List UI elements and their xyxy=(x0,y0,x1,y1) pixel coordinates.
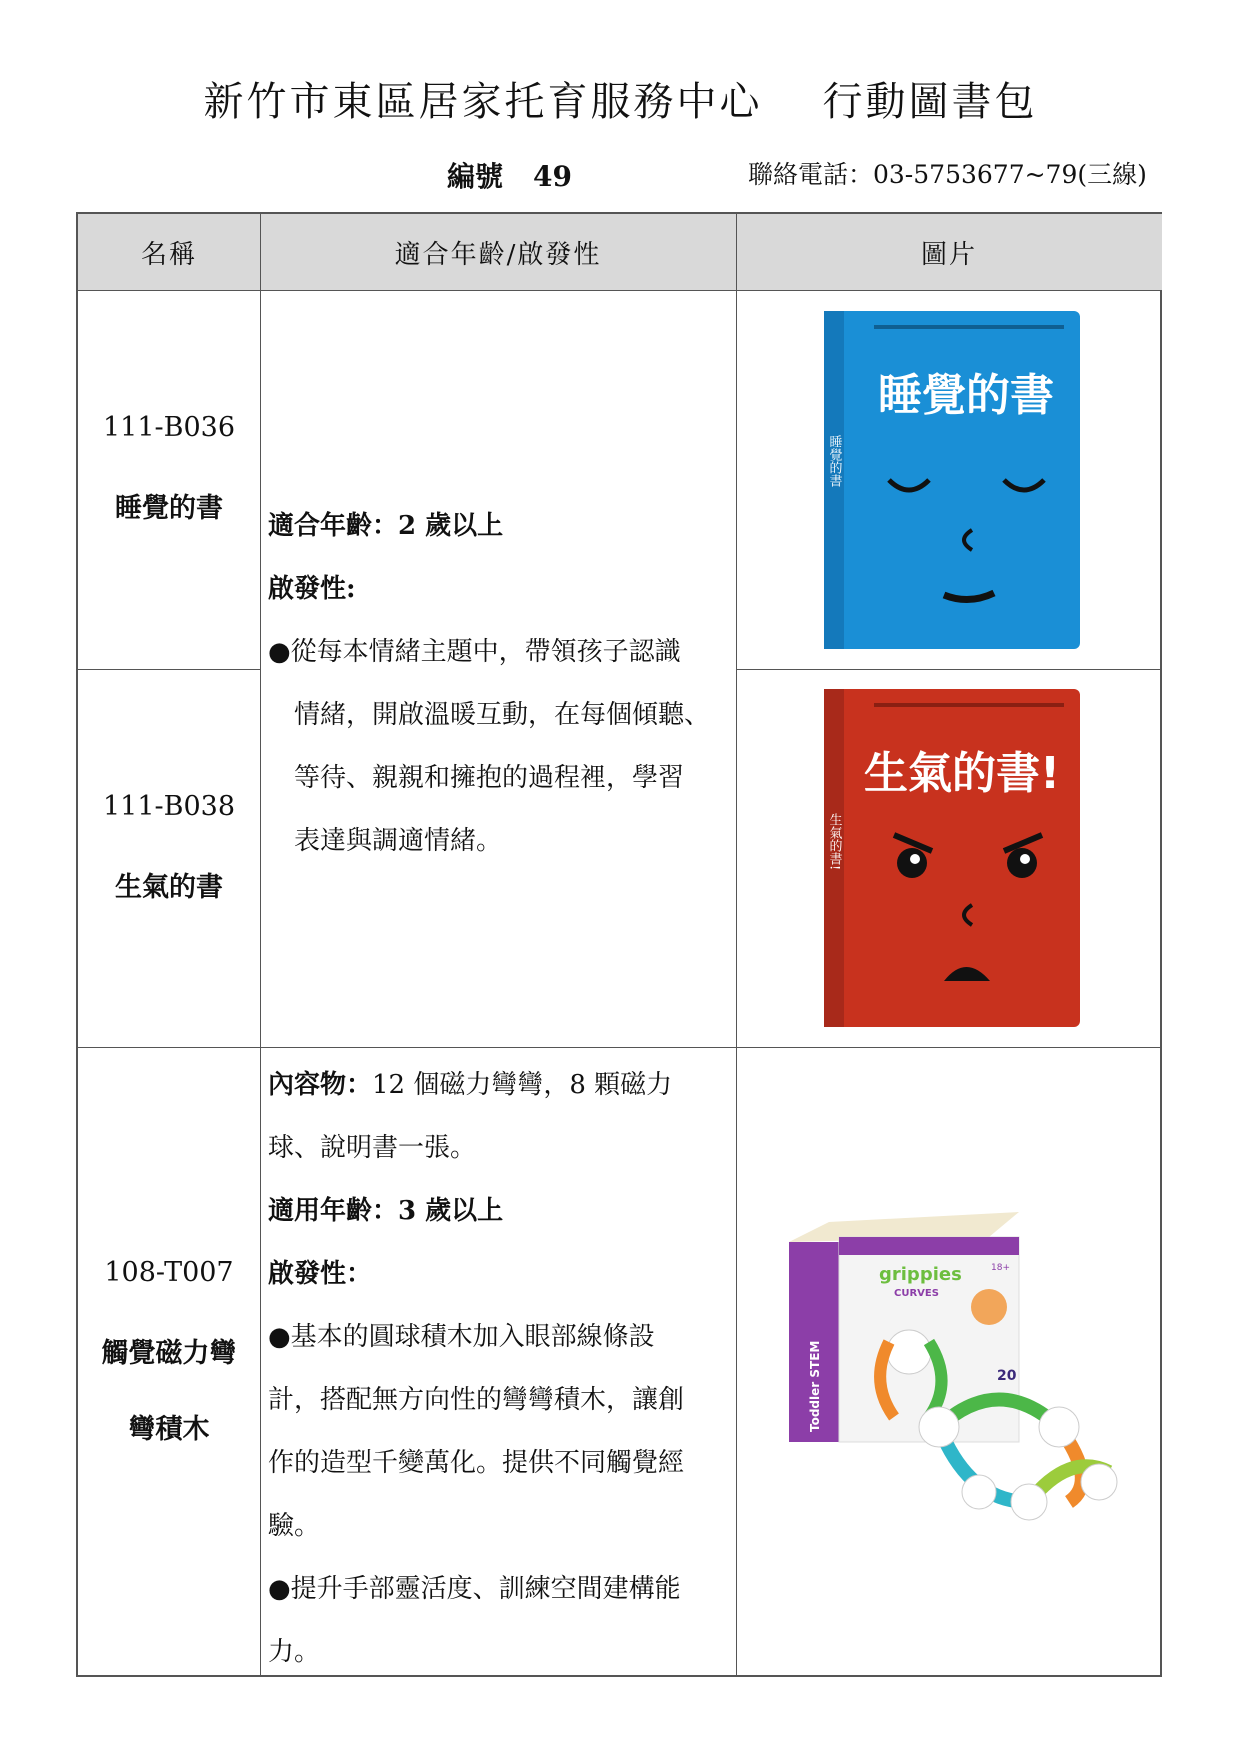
book-1-name: 睡覺的書 xyxy=(115,493,223,524)
bullet-line: ●提升手部靈活度、訓練空間建構能 xyxy=(268,1574,681,1604)
bullet-line: 等待、親親和擁抱的過程裡，學習 xyxy=(294,763,685,793)
bullet-line: 表達與調適情緒。 xyxy=(294,826,503,856)
bullet-line: 計，搭配無方向性的彎彎積木，讓創 xyxy=(268,1385,685,1415)
toy-ball xyxy=(1081,1464,1117,1500)
author-line xyxy=(874,325,1064,329)
toy-description xyxy=(262,1054,734,1684)
toy-ball xyxy=(919,1407,959,1447)
age-label: 適合年齡： xyxy=(268,511,399,541)
age-value: 3 歲以上 xyxy=(398,1196,504,1226)
contents-continued: 球、說明書一張。 xyxy=(268,1133,477,1163)
box-subtitle: CURVES xyxy=(894,1288,939,1299)
center-name: 新竹市東區居家托育服務中心 xyxy=(203,79,763,125)
toy-ball xyxy=(1039,1407,1079,1447)
book-1-picture-cell xyxy=(736,290,1162,669)
eye-highlight xyxy=(1020,854,1030,864)
box-band xyxy=(839,1237,1019,1255)
inspire-label: 啟發性： xyxy=(268,1259,373,1289)
box-side-label: Toddler STEM xyxy=(808,1340,822,1432)
serial-number xyxy=(447,155,572,195)
toy-product-image xyxy=(769,1202,1129,1522)
bullet-line: 驗。 xyxy=(268,1511,321,1541)
book-2-picture-cell xyxy=(736,669,1162,1047)
book-1-code: 111-B036 xyxy=(102,412,236,443)
box-brand: grippies xyxy=(879,1264,962,1285)
toy-name-line: 觸覺磁力彎 xyxy=(101,1337,237,1369)
child-photo xyxy=(971,1289,1007,1325)
contents-value: 12 個磁力彎彎，8 顆磁力 xyxy=(372,1070,673,1100)
toy-name-line: 彎積木 xyxy=(128,1413,210,1445)
box-age: 18+ xyxy=(991,1263,1010,1273)
age-label: 適用年齡： xyxy=(268,1196,399,1226)
spine-title: 睡覺的書 xyxy=(826,434,842,487)
inspire-label: 啟發性: xyxy=(268,574,356,604)
spine-title: 生氣的書! xyxy=(826,813,842,871)
contents-label: 內容物： xyxy=(268,1070,373,1100)
eye-highlight xyxy=(910,854,920,864)
book-1-cover-image xyxy=(804,305,1094,655)
box-count: 20 xyxy=(997,1368,1017,1384)
serial-label: 編號 xyxy=(447,160,504,193)
book-2-name: 生氣的書 xyxy=(115,871,223,903)
page-title xyxy=(0,70,1241,127)
book-2-name-cell xyxy=(78,669,260,1047)
bullet-line: ●從每本情緒主題中，帶領孩子認識 xyxy=(268,637,681,667)
program-name: 行動圖書包 xyxy=(822,79,1038,125)
bullet-line: ●基本的圓球積木加入眼部線條設 xyxy=(268,1322,655,1352)
bullet-line: 作的造型千變萬化。提供不同觸覺經 xyxy=(268,1448,685,1478)
author-line xyxy=(874,703,1064,707)
toy-ball xyxy=(1011,1484,1047,1520)
book-2-code: 111-B038 xyxy=(102,790,236,822)
cover-title: 睡覺的書 xyxy=(878,369,1054,421)
toy-ball xyxy=(962,1475,996,1509)
contact-phone: 聯絡電話：03-5753677~79(三線) xyxy=(748,160,1147,189)
bullet-line: 情緒，開啟溫暖互動，在每個傾聽、 xyxy=(294,700,711,730)
column-header-picture: 圖片 xyxy=(736,214,1162,290)
divider xyxy=(260,214,261,1677)
toy-ball xyxy=(887,1330,931,1374)
toy-code: 108-T007 xyxy=(104,1256,234,1288)
toy-name-cell xyxy=(78,1047,260,1677)
book-bag-table xyxy=(76,212,1162,1677)
books-description xyxy=(262,495,734,873)
bullet-line: 力。 xyxy=(268,1637,321,1667)
book-2-cover-image xyxy=(804,683,1094,1033)
toy-picture-cell xyxy=(736,1047,1162,1677)
age-value: 2 歲以上 xyxy=(398,511,504,541)
column-header-age: 適合年齡/啟發性 xyxy=(260,214,736,290)
book-1-name-cell xyxy=(78,290,260,669)
column-header-name: 名稱 xyxy=(78,214,260,290)
serial-value: 49 xyxy=(533,160,572,193)
cover-title: 生氣的書! xyxy=(863,748,1061,799)
